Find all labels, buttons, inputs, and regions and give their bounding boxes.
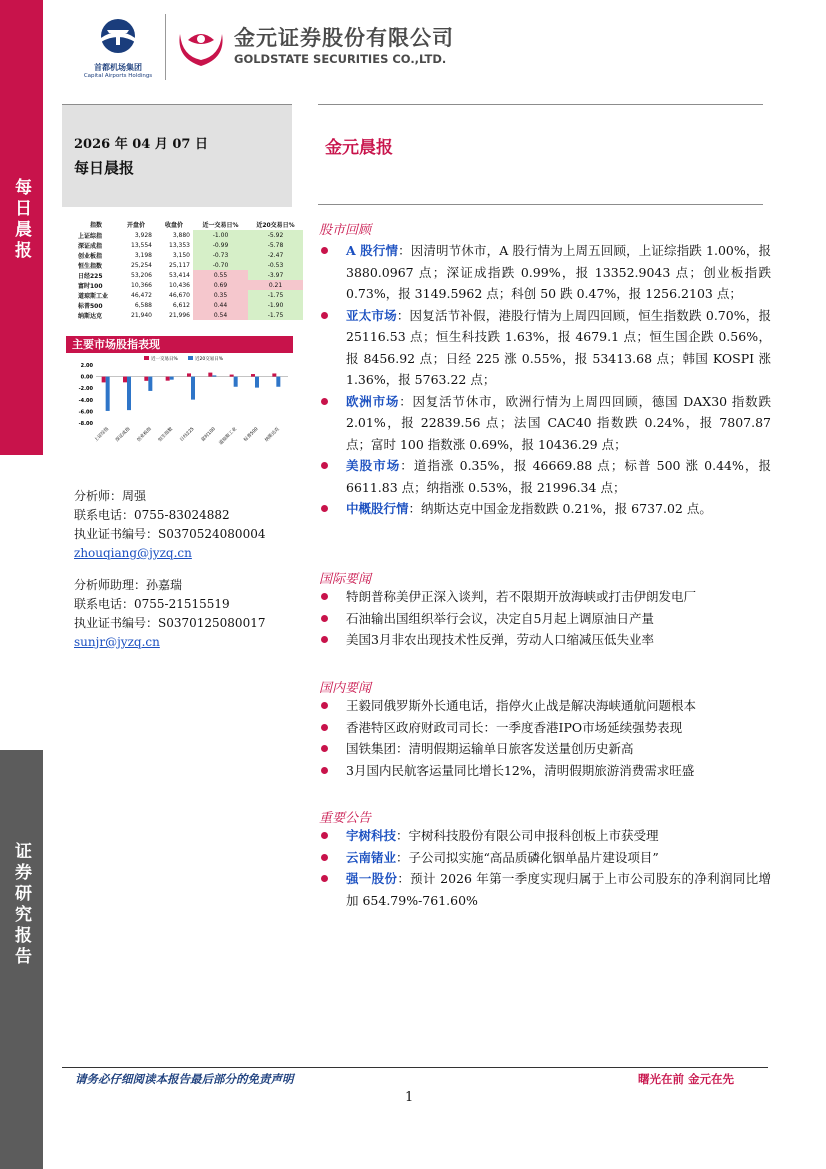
close-price: 6,612	[172, 301, 190, 309]
bar	[234, 377, 238, 387]
bar	[187, 373, 191, 376]
y-tick-label: 0.00	[80, 374, 93, 381]
change-20d: -1.75	[248, 290, 303, 300]
date-box	[62, 104, 292, 207]
logo1-cn-name: 首都机场集团	[94, 63, 142, 72]
bar	[102, 377, 106, 383]
open-price: 3,198	[134, 251, 152, 259]
x-tick-label: 创业板指	[136, 426, 153, 444]
analyst-2-email[interactable]: sunjr@jyzq.cn	[74, 635, 160, 649]
bullet-icon	[321, 462, 328, 469]
change-20d: -1.75	[248, 310, 303, 320]
x-tick-label: 深证成指	[115, 426, 132, 444]
list-item	[319, 738, 771, 760]
analyst-2	[74, 576, 265, 652]
goldstate-logo	[172, 20, 454, 74]
index-name: 富时100	[78, 282, 103, 290]
index-table-row	[75, 240, 303, 250]
logo1-en-name: Capital Airports Holdings	[83, 73, 153, 79]
section-announcements-heading: 重要公告	[319, 811, 372, 826]
bar	[272, 373, 276, 376]
x-tick-label: 纳斯达克	[264, 426, 281, 444]
report-date: 2026 年 04 月 07 日	[74, 137, 208, 152]
bullet-icon	[321, 702, 328, 709]
international-list	[319, 586, 771, 651]
page-number: 1	[405, 1090, 414, 1105]
footer-disclaimer: 请务必仔细阅读本报告最后部分的免责声明	[75, 1072, 294, 1086]
open-price: 53,206	[131, 271, 152, 279]
change-20d: -3.97	[248, 270, 303, 280]
index-table-row	[75, 230, 303, 240]
list-item	[319, 498, 771, 520]
item-text: ：纳斯达克中国金龙指数跌 0.21%，报 6737.02 点。	[408, 501, 712, 516]
index-name: 日经225	[78, 272, 103, 280]
item-text: ：子公司拟实施“高品质磷化铟单晶片建设项目”	[396, 849, 659, 865]
item-text: ：因清明节休市，A 股行情为上周五回顾，上证综指跌 1.00%，报 3880.0967 点；深证成指跌 0.99%，报 13352.9043 点；创业板指跌 0.73%，报 3149.5962 点；科创 50 跌 0.47%，报 1256.2103 点；	[346, 243, 771, 301]
close-price: 53,414	[169, 271, 190, 279]
change-20d: -2.47	[248, 250, 303, 260]
index-name: 道琼斯工业	[78, 292, 109, 300]
item-keyword: 强一股份	[346, 871, 398, 886]
close-price: 25,117	[169, 261, 190, 269]
item-keyword: 亚太市场	[346, 307, 397, 323]
change-1d: -1.00	[193, 230, 248, 240]
analyst-2-name: 分析师助理：孙嘉瑞	[74, 578, 183, 592]
change-1d: 0.55	[193, 270, 248, 280]
report-title: 金元晨报	[325, 138, 393, 158]
chart-title: 主要市场股指表现	[66, 336, 293, 353]
list-item	[319, 240, 771, 305]
list-item	[319, 608, 771, 630]
bullet-icon	[321, 505, 328, 512]
list-item	[319, 305, 771, 391]
item-text: 特朗普称美伊正深入谈判，若不限期开放海峡或打击伊朗发电厂	[346, 589, 697, 604]
close-price: 10,436	[169, 281, 190, 289]
bullet-icon	[321, 593, 328, 600]
bar	[123, 377, 127, 383]
footer-rule	[62, 1067, 768, 1068]
change-1d: -0.99	[193, 240, 248, 250]
legend-label: 近一交易日%	[151, 357, 178, 362]
left-band-bottom	[0, 750, 43, 1169]
y-tick-label: -4.00	[78, 397, 93, 404]
item-keyword: 美股市场	[346, 458, 401, 473]
index-name: 标普500	[78, 302, 103, 310]
open-price: 10,366	[131, 281, 152, 289]
item-text: ：预计 2026 年第一季度实现归属于上市公司股东的净利润同比增加 654.79%-761.60%	[346, 871, 771, 908]
x-tick-label: 上证综指	[93, 426, 111, 444]
bar	[148, 377, 152, 391]
index-name: 上证综指	[78, 232, 103, 240]
y-tick-label: -8.00	[78, 421, 93, 427]
index-table-row	[75, 270, 303, 280]
band-label-daily: 每日晨报	[11, 178, 31, 262]
index-table-row	[75, 260, 303, 270]
index-table-header	[75, 219, 303, 230]
item-text: 国铁集团：清明假期运输单日旅客发送量创历史新高	[346, 741, 634, 756]
item-text: ：宇树科技股份有限公司申报科创板上市获受理	[396, 828, 659, 843]
analyst-1	[74, 487, 265, 563]
change-20d: -0.53	[248, 260, 303, 270]
title-rule	[318, 204, 763, 205]
x-tick-label: 日经225	[179, 426, 196, 443]
y-tick-label: -6.00	[78, 409, 93, 416]
legend-swatch	[188, 356, 193, 360]
analyst-1-phone: 联系电话：0755-83024882	[74, 508, 230, 522]
bullet-icon	[321, 854, 328, 861]
index-table-row	[75, 290, 303, 300]
open-price: 21,940	[131, 311, 152, 319]
bullet-icon	[321, 724, 328, 731]
legend-label: 近20交易日%	[195, 357, 224, 362]
section-market-heading: 股市回顾	[319, 223, 372, 238]
col-1d: 近一交易日%	[202, 222, 239, 229]
close-price: 21,996	[169, 311, 190, 319]
list-item	[319, 695, 771, 717]
open-price: 46,472	[131, 291, 152, 299]
item-keyword: 云南锗业	[346, 849, 397, 865]
change-1d: -0.70	[193, 260, 248, 270]
goldstate-cn-name: 金元证券股份有限公司	[234, 26, 454, 50]
col-index: 指数	[89, 222, 102, 229]
bar	[191, 377, 195, 400]
change-1d: 0.69	[193, 280, 248, 290]
list-item	[319, 717, 771, 739]
goldstate-emblem-icon	[172, 20, 230, 70]
bar	[208, 373, 212, 377]
change-1d: -0.73	[193, 250, 248, 260]
list-item	[319, 629, 771, 651]
market-index-chart	[66, 353, 293, 460]
item-text: 石油输出国组织举行会议，决定自5月起上调原油日产量	[346, 610, 654, 626]
report-series: 每日晨报	[74, 159, 135, 177]
market-list	[319, 240, 771, 520]
close-price: 3,880	[172, 231, 190, 239]
bar	[127, 377, 131, 411]
goldstate-en-name: GOLDSTATE SECURITIES CO.,LTD.	[234, 52, 447, 66]
bullet-icon	[321, 247, 328, 254]
header-divider	[165, 14, 166, 80]
list-item	[319, 760, 771, 782]
index-name: 深证成指	[78, 242, 103, 250]
index-name: 创业板指	[78, 252, 103, 260]
announcements-list	[319, 825, 771, 911]
open-price: 6,588	[134, 301, 152, 309]
bar	[166, 377, 170, 381]
item-text: 王毅同俄罗斯外长通电话，指停火止战是解决海峡通航问题根本	[346, 698, 697, 713]
legend-swatch	[144, 356, 149, 360]
left-band-top	[0, 0, 43, 455]
bar	[144, 377, 148, 381]
item-text: 3月国内民航客运量同比增长12%，清明假期旅游消费需求旺盛	[346, 762, 695, 778]
list-item	[319, 868, 771, 911]
close-price: 46,670	[169, 291, 190, 299]
bullet-icon	[321, 636, 328, 643]
y-tick-label: -2.00	[78, 386, 93, 393]
index-table-row	[75, 300, 303, 310]
open-price: 25,254	[131, 261, 152, 269]
item-keyword: 宇树科技	[346, 828, 397, 843]
change-1d: 0.35	[193, 290, 248, 300]
change-1d: 0.44	[193, 300, 248, 310]
bar	[170, 377, 174, 380]
list-item	[319, 391, 771, 456]
domestic-list	[319, 695, 771, 781]
item-keyword: A 股行情	[346, 243, 399, 258]
col-open: 开盘价	[126, 222, 145, 229]
bar	[106, 377, 110, 411]
change-20d: 0.21	[248, 280, 303, 290]
index-table-row	[75, 280, 303, 290]
bar	[251, 374, 255, 377]
change-20d: -5.92	[248, 230, 303, 240]
analyst-1-license: 执业证书编号：S0370524080004	[74, 527, 266, 541]
bullet-icon	[321, 832, 328, 839]
x-tick-label: 恒生指数	[157, 426, 175, 444]
change-1d: 0.54	[193, 310, 248, 320]
change-20d: -5.78	[248, 240, 303, 250]
index-name: 纳斯达克	[78, 312, 103, 320]
bullet-icon	[321, 312, 328, 319]
y-tick-label: 2.00	[80, 363, 93, 369]
bullet-icon	[321, 398, 328, 405]
change-20d: -1.90	[248, 300, 303, 310]
top-rule	[318, 104, 763, 105]
item-text: ：因复活节补假，港股行情为上周四回顾，恒生指数跌 0.70%，报 25116.53 点；恒生科技跌 1.63%，报 4679.1 点；恒生国企跌 0.56%，报 8456.92 点；日经 225 涨 0.55%，报 53413.68 点；韩国 KOSPI 涨 1.36%，报 5763.22 点；	[346, 307, 771, 387]
item-text: ：道指涨 0.35%，报 46669.88 点；标普 500 涨 0.44%，报 6611.83 点；纳指涨 0.53%，报 21996.34 点；	[346, 458, 771, 495]
bar	[230, 375, 234, 377]
list-item	[319, 847, 771, 869]
index-name: 恒生指数	[78, 262, 103, 270]
analyst-2-license: 执业证书编号：S0370125080017	[74, 616, 266, 630]
item-keyword: 欧洲市场	[346, 393, 400, 409]
open-price: 3,928	[134, 231, 152, 239]
bar	[276, 377, 280, 387]
section-domestic-heading: 国内要闻	[319, 681, 372, 696]
analyst-2-phone: 联系电话：0755-21515519	[74, 597, 230, 611]
index-table-row	[75, 310, 303, 320]
list-item	[319, 586, 771, 608]
bullet-icon	[321, 767, 328, 774]
close-price: 13,353	[169, 241, 190, 249]
bullet-icon	[321, 615, 328, 622]
footer-slogan: 曙光在前 金元在先	[638, 1072, 735, 1086]
open-price: 13,554	[131, 241, 152, 249]
bar	[212, 375, 216, 376]
bullet-icon	[321, 745, 328, 752]
bar	[255, 377, 259, 388]
index-table	[75, 219, 303, 320]
col-close: 收盘价	[164, 222, 183, 229]
item-text: 美国3月非农出现技术性反弹，劳动人口缩减压低失业率	[346, 632, 654, 647]
x-tick-label: 道琼斯工业	[218, 426, 239, 447]
list-item	[319, 825, 771, 847]
col-20d: 近20交易日%	[256, 222, 295, 229]
capital-airports-emblem-icon	[93, 18, 143, 54]
section-international-heading: 国际要闻	[319, 572, 372, 587]
item-text: 香港特区政府财政司司长：一季度香港IPO市场延续强势表现	[346, 719, 683, 735]
x-tick-label: 富时100	[200, 426, 217, 443]
list-item	[319, 455, 771, 498]
item-text: ：因复活节休市，欧洲行情为上周四回顾，德国 DAX30 指数跌 2.01%，报 22839.56 点；法国 CAC40 指数跌 0.24%，报 7807.87 点；富时 100 指数涨 0.69%，报 10436.29 点；	[346, 393, 771, 452]
x-tick-label: 标普500	[243, 426, 260, 443]
index-table-row	[75, 250, 303, 260]
band-label-research: 证券研究报告	[11, 842, 31, 968]
capital-airports-logo	[78, 18, 158, 79]
analyst-1-name: 分析师：周强	[74, 489, 147, 503]
item-keyword: 中概股行情	[346, 501, 409, 516]
close-price: 3,150	[172, 251, 190, 259]
analyst-1-email[interactable]: zhouqiang@jyzq.cn	[74, 546, 192, 560]
bullet-icon	[321, 875, 328, 882]
